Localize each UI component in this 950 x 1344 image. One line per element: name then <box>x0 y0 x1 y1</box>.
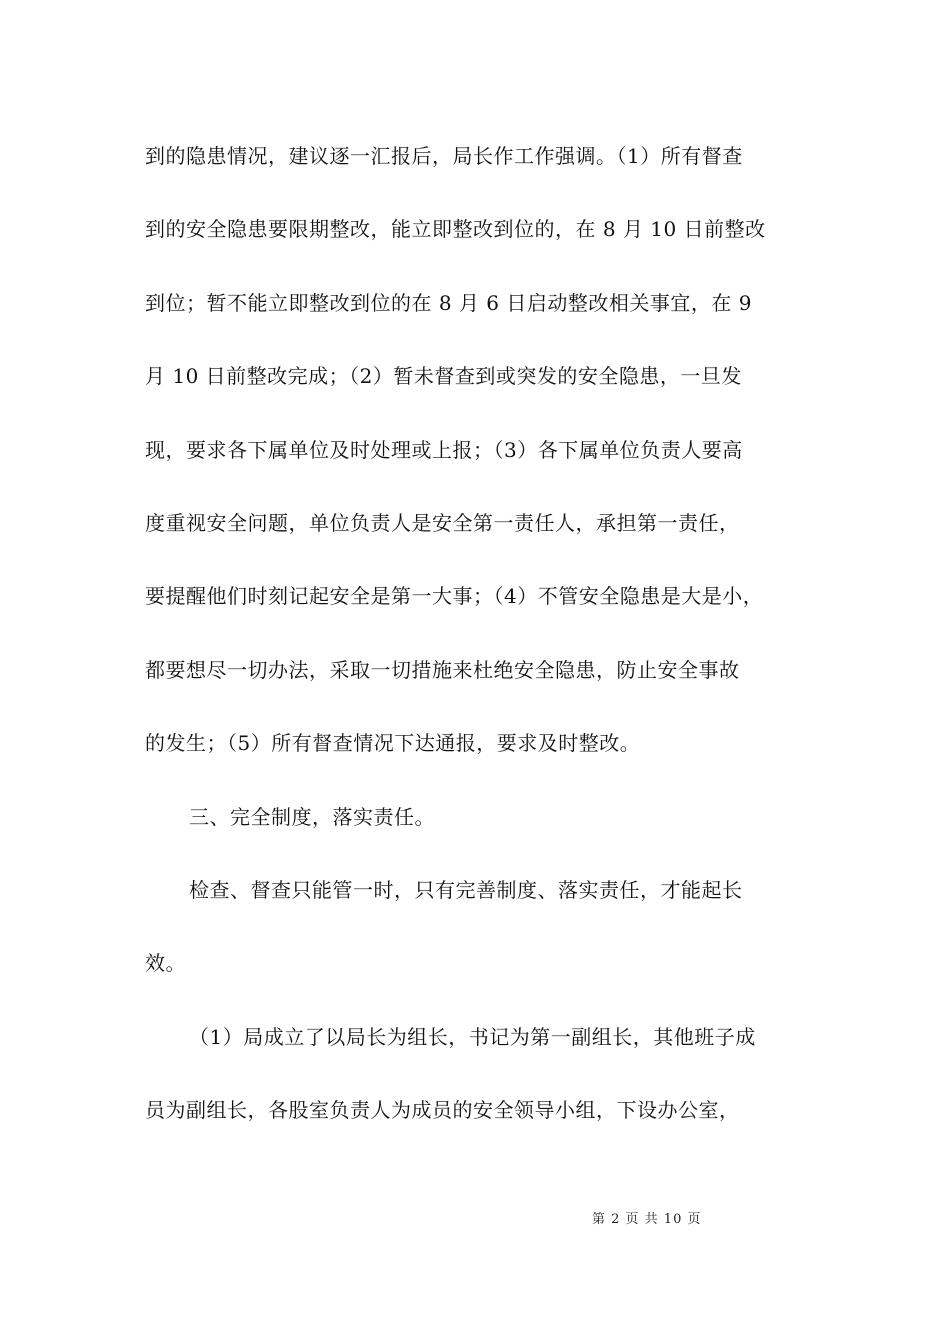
text-line: 效。 <box>145 951 186 976</box>
text-line: 度重视安全问题，单位负责人是安全第一责任人，承担第一责任， <box>145 510 740 535</box>
text-line: 到的隐患情况，建议逐一汇报后，局长作工作强调。（1）所有督查 <box>145 144 743 168</box>
text-line: 检查、督查只能管一时，只有完善制度、落实责任，才能起长 <box>189 877 743 902</box>
text-line: 员为副组长，各股室负责人为成员的安全领导小组，下设办公室， <box>145 1098 740 1123</box>
text-line: 现，要求各下属单位及时处理或上报；（3）各下属单位负责人要高 <box>145 437 743 462</box>
text-line: （1）局成立了以局长为组长，书记为第一副组长，其他班子成 <box>189 1024 756 1049</box>
text-line: 的发生；（5）所有督查情况下达通报，要求及时整改。 <box>145 731 641 756</box>
section-heading: 三、完全制度，落实责任。 <box>189 804 435 829</box>
text-line: 到的安全隐患要限期整改，能立即整改到位的，在 8 月 10 日前整改 <box>145 217 766 242</box>
document-body <box>145 138 825 1165</box>
text-line: 要提醒他们时刻记起安全是第一大事；（4）不管安全隐患是大是小， <box>145 584 764 609</box>
text-line: 到位；暂不能立即整改到位的在 8 月 6 日启动整改相关事宜，在 9 <box>145 290 752 315</box>
text-line: 都要想尽一切办法，采取一切措施来杜绝安全隐患，防止安全事故 <box>145 657 740 682</box>
text-line: 月 10 日前整改完成；（2）暂未督查到或突发的安全隐患，一旦发 <box>145 364 742 389</box>
page-number: 第 2 页 共 10 页 <box>592 1212 702 1227</box>
